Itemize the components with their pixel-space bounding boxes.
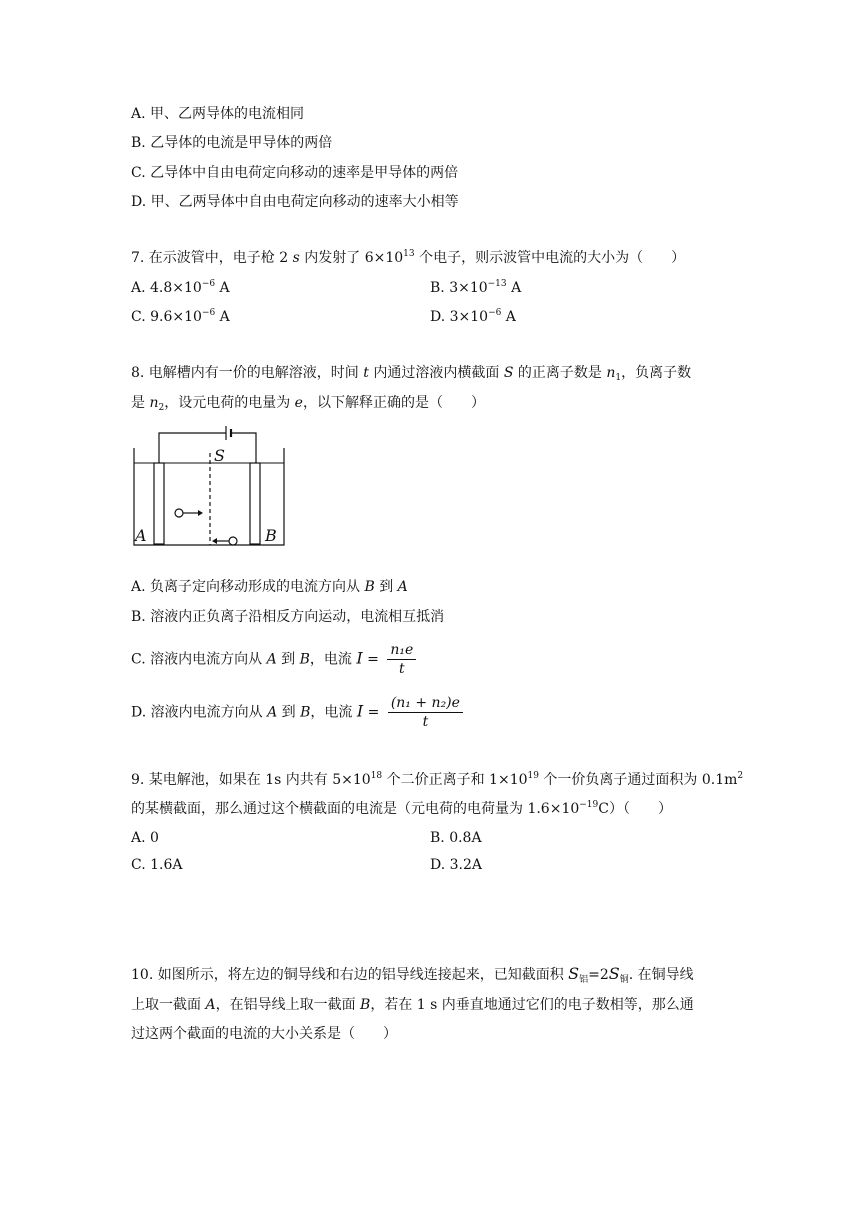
q8-option-a: A. 负离子定向移动形成的电流方向从 B 到 A xyxy=(131,579,408,595)
q7-option-a: A. $4.8\times 10^{-6}$ A xyxy=(131,279,230,296)
q7-option-b: B. $3\times 10^{-13}$ A xyxy=(430,279,522,296)
q7-option-c: C. $9.6\times 10^{-6}$ A xyxy=(131,308,230,325)
q9-option-a: A. 0 xyxy=(131,830,159,846)
q9-option-d: D. 3.2A xyxy=(430,857,483,873)
q8-option-d: D. 溶液内电流方向从 A 到 B，电流 I = $\frac{\text{(n₁ + n₂)e}}{t}$ xyxy=(131,694,463,731)
q8-option-c: C. 溶液内电流方向从 A 到 B，电流 I = $\frac{\text{n₁e}}{t}$ xyxy=(131,641,416,678)
q7-stem: 7. 在示波管中，电子枪 2 s 内发射了 $6\times 10^{13}$ 个电子，则示波管中电流的大小为（ ） xyxy=(131,249,686,266)
q6-option-c: C. 乙导体中自由电荷定向移动的速率是甲导体的两倍 xyxy=(131,165,459,181)
q6-option-a: A. 甲、乙两导体的电流相同 xyxy=(131,106,305,122)
q6-option-d: D. 甲、乙两导体中自由电荷定向移动的速率大小相等 xyxy=(131,194,459,210)
figure-label-s: S xyxy=(214,446,225,465)
q9-stem-line2: 的某横截面，那么通过这个横截面的电流是（元电荷的电荷量为 $1.6\times 10^{-19}C$）（ ） xyxy=(131,800,672,817)
q6-option-b: B. 乙导体的电流是甲导体的两倍 xyxy=(131,135,333,151)
q8-c-numerator: n₁e xyxy=(387,641,416,660)
q8-stem-line1: 8. 电解槽内有一价的电解溶液，时间 t 内通过溶液内横截面 S 的正离子数是 $n_1$，负离子数 xyxy=(131,365,692,383)
figure-label-b: B xyxy=(265,526,277,545)
q8-option-b: B. 溶液内正负离子沿相反方向运动，电流相互抵消 xyxy=(131,609,445,625)
q9-option-b: B. 0.8A xyxy=(430,830,482,846)
q8-d-denominator: t xyxy=(422,714,429,730)
q10-stem-line3: 过这两个截面的电流的大小关系是（ ） xyxy=(131,1026,397,1042)
q9-option-c: C. 1.6A xyxy=(131,857,183,873)
q8-stem-line2: 是 $n_2$，设元电荷的电量为 e，以下解释正确的是（ ） xyxy=(131,395,485,413)
q9-stem-line1: 9. 某电解池，如果在 1s 内共有 $5\times 10^{18}$ 个二价正离子和 $1\times 10^{19}$ 个一价负离子通过面积为 $0.1m^2$ xyxy=(131,771,744,788)
figure-label-a: A xyxy=(135,526,147,545)
q10-stem-line2: 上取一截面 A，在铝导线上取一截面 B，若在 1 s 内垂直地通过它们的电子数相等，那么通 xyxy=(131,997,694,1013)
q8-d-numerator: (n₁ + n₂)e xyxy=(388,694,463,713)
q7-option-d: D. $3\times 10^{-6}$ A xyxy=(430,308,516,325)
electrolytic-cell-figure xyxy=(128,423,298,558)
q10-stem-line1: 10. 如图所示，将左边的铜导线和右边的铝导线连接起来，已知截面积 $S_铝=2S_铜$. 在铜导线 xyxy=(131,964,694,985)
q8-c-denominator: t xyxy=(398,661,405,677)
